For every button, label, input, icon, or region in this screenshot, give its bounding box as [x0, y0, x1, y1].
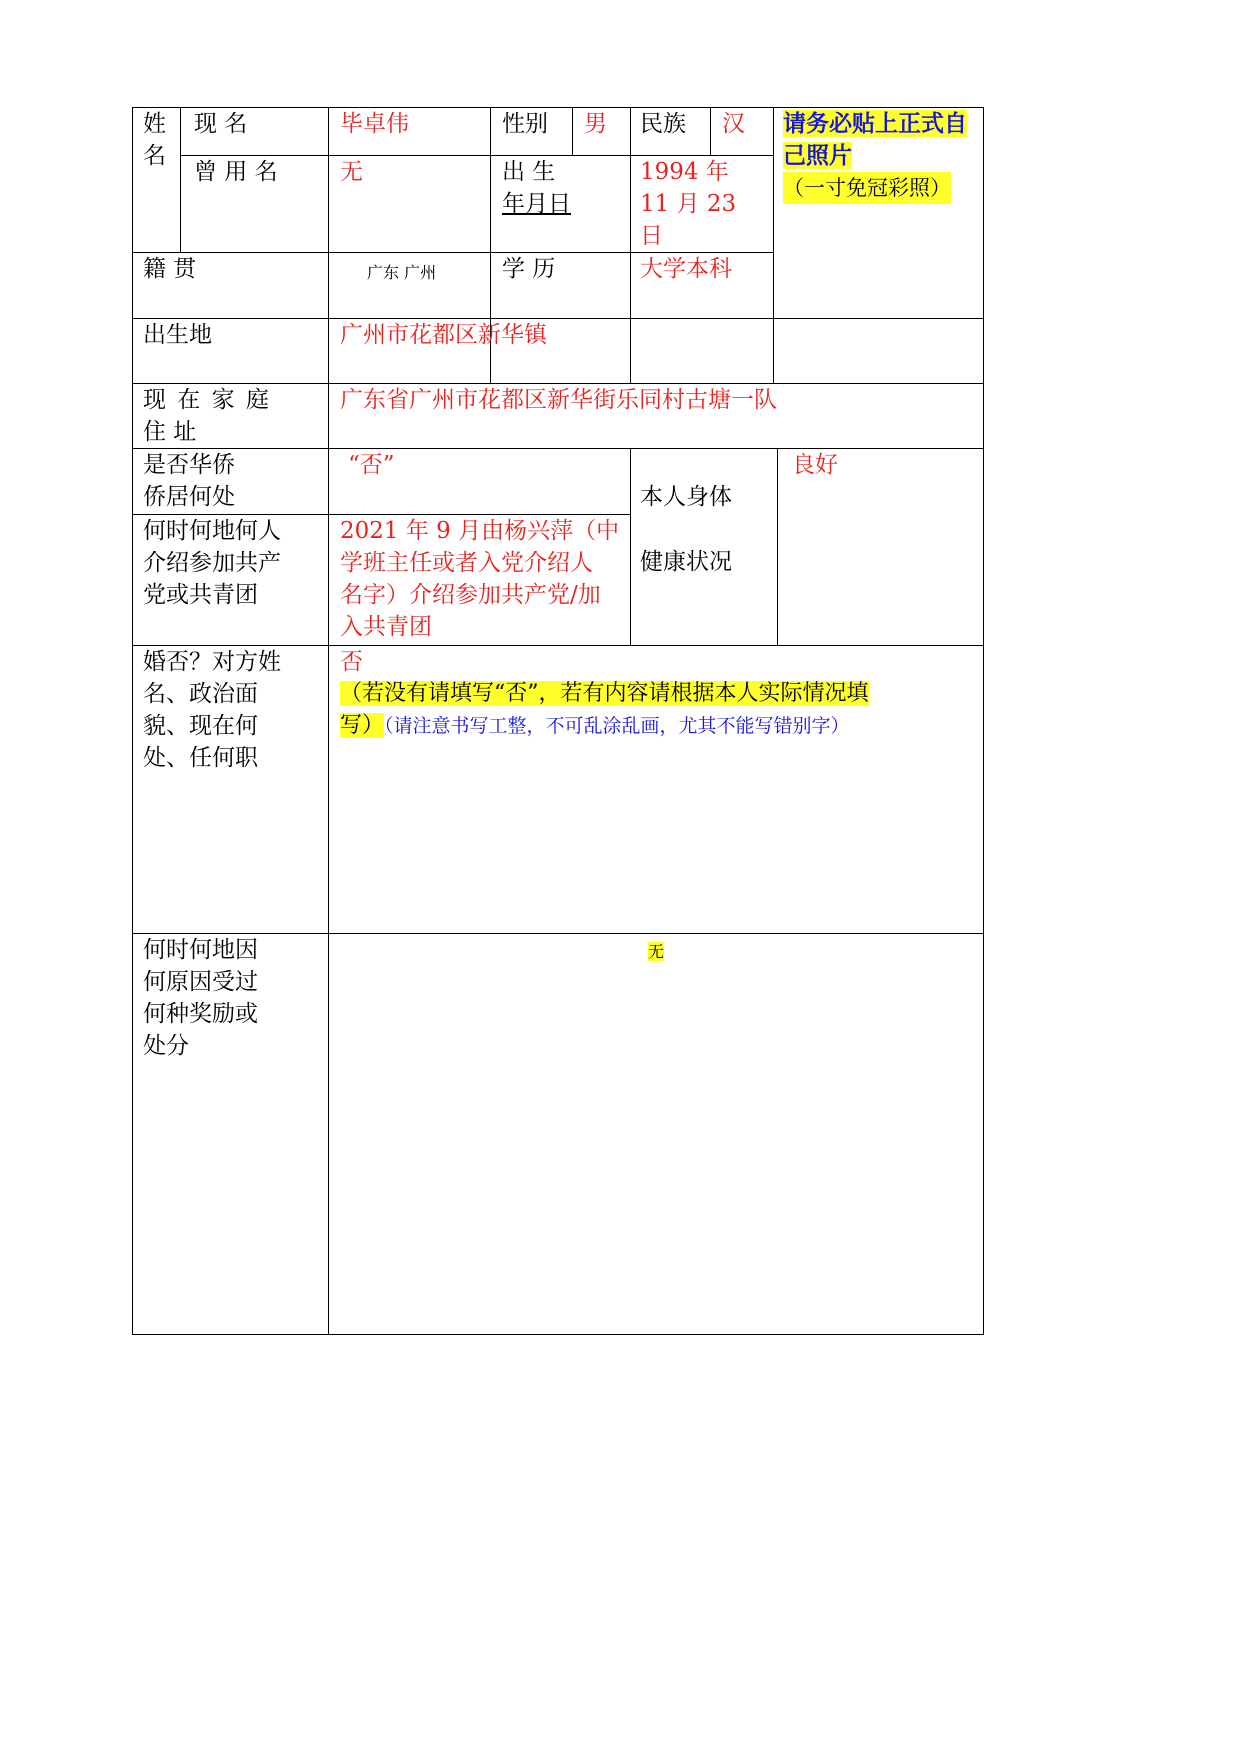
- birth-date-value: 1994 年 11 月 23 日: [640, 159, 737, 249]
- gender-label: 性别: [502, 111, 548, 137]
- marriage-value-area: [340, 646, 980, 742]
- marriage-value: 否: [340, 649, 363, 675]
- fill-hint: （若没有请填写“否”，若有内容请根据本人实际情况填: [340, 681, 869, 706]
- home-address-value: 广东省广州市花都区新华街乐同村古塘一队: [340, 387, 777, 413]
- rule-right: [983, 107, 984, 1335]
- rule-ethnicity-value: [710, 107, 711, 155]
- overseas-label: 是否华侨 侨居何处: [143, 452, 235, 510]
- fill-hint-line2: 写）: [340, 713, 385, 738]
- education-value: 大学本科: [640, 256, 732, 282]
- party-value: 2021 年 9 月由杨兴萍（中 学班主任或者入党介绍人 名字）介绍参加共产党/加 入共青团: [340, 518, 620, 640]
- home-address-label: 现 在 家 庭 住 址: [143, 387, 271, 445]
- rule-bottom: [132, 1334, 984, 1335]
- marriage-label: 婚否？对方姓 名、政治面 貌、现在何 处、任何职: [143, 649, 281, 771]
- photo-instruction: 请务必贴上正式自: [783, 110, 967, 137]
- education-label: 学 历: [502, 256, 556, 282]
- native-place-value: 广东 广州: [367, 263, 437, 282]
- former-name-value: 无: [340, 159, 363, 185]
- rule-photo-bottom: [132, 318, 984, 319]
- ethnicity-label: 民族: [640, 111, 686, 137]
- rewards-label: 何时何地因 何原因受过 何种奖励或 处分: [143, 937, 258, 1059]
- health-label: 本人身体 健康状况: [640, 484, 732, 575]
- rule-address-bottom: [132, 448, 984, 449]
- former-name-label: 曾 用 名: [194, 159, 278, 185]
- rule-photo: [773, 107, 774, 383]
- native-place-label: 籍 贯: [143, 256, 197, 282]
- rule-name-group: [180, 107, 181, 252]
- current-name-label: 现 名: [194, 111, 248, 137]
- rule-health-right: [777, 448, 778, 645]
- ethnicity-value: 汉: [722, 111, 745, 137]
- name-group-label: 姓 名: [143, 111, 166, 169]
- rule-label-column: [328, 107, 329, 1335]
- photo-instruction-line2: 己照片: [783, 142, 852, 169]
- rewards-value-area: [329, 934, 983, 968]
- rule-health-left: [630, 448, 631, 645]
- rule-ethnicity-label: [630, 107, 631, 383]
- birthplace-label: 出生地: [143, 322, 212, 348]
- birthplace-value: 广州市花都区新华镇: [340, 322, 547, 348]
- rule-left: [132, 107, 133, 1335]
- health-value: 良好: [792, 452, 838, 478]
- gender-value: 男: [584, 111, 607, 137]
- personal-info-form: [132, 107, 984, 1335]
- current-name-value: 毕卓伟: [340, 111, 409, 137]
- party-label: 何时何地何人 介绍参加共产 党或共青团: [143, 518, 281, 608]
- overseas-value: “否”: [348, 452, 395, 478]
- rewards-value: 无: [647, 942, 664, 961]
- birth-date-label: 出 生 年月日: [502, 159, 571, 217]
- photo-size-note: （一寸免冠彩照）: [783, 172, 951, 204]
- writing-hint: （请注意书写工整，不可乱涂乱画，尤其不能写错别字）: [384, 715, 850, 737]
- photo-placeholder: [783, 108, 979, 204]
- rule-gender-value: [572, 107, 573, 155]
